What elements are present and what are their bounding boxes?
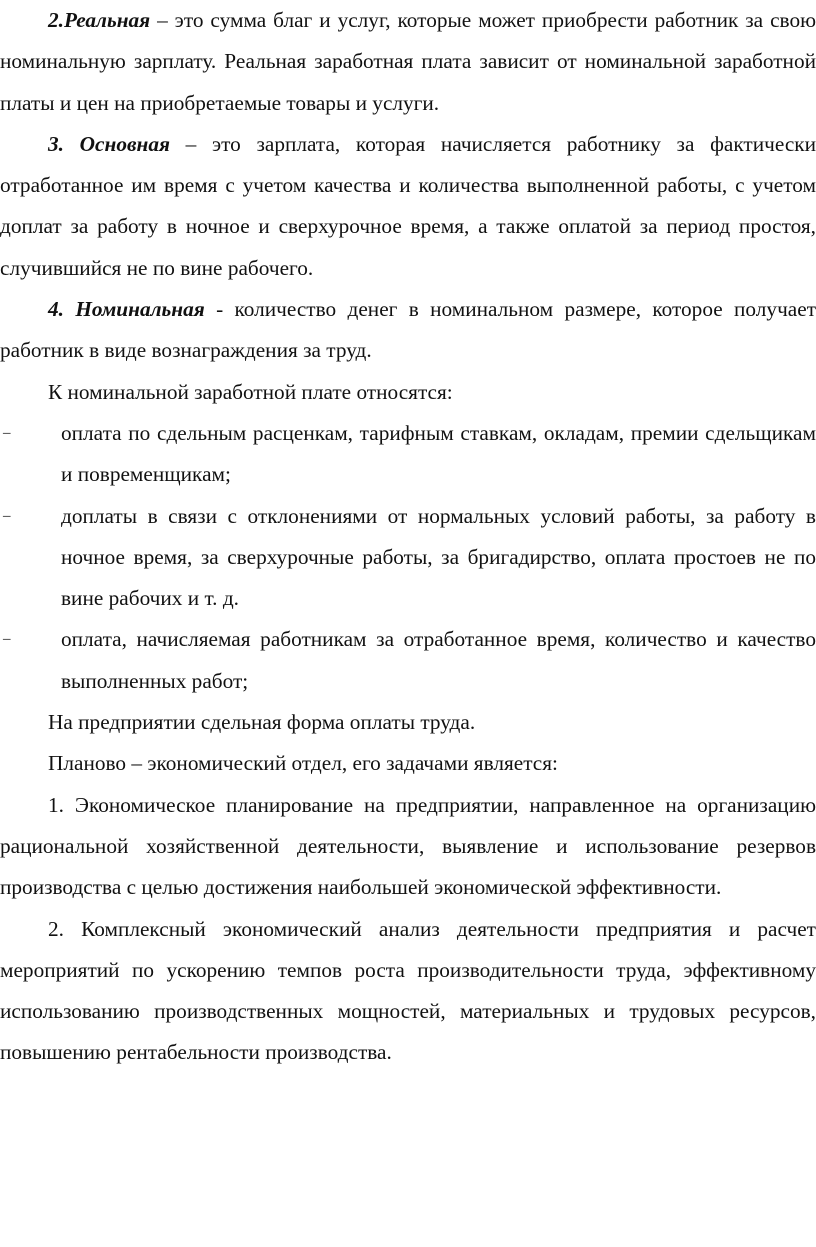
term-number: 4. — [48, 297, 76, 322]
term-real: Реальная — [63, 8, 151, 32]
term-basic: Основная — [79, 131, 170, 156]
paragraph-basic-wage — [0, 124, 816, 289]
term-number: 2. — [48, 8, 64, 32]
dash-marker: – — [3, 507, 11, 524]
term-number: 3. — [48, 131, 80, 156]
list-item-text: оплата по сдельным расценкам, тарифным ставкам, окладам, премии сдельщикам и повременщикам; — [61, 420, 816, 487]
definition-text: – это сумма благ и услуг, которые может приобрести работник за свою номинальную зарплату. Реальная заработная плата зависит от номинальной заработной платы и цен на приобретаемые товары и услуги. — [0, 8, 816, 115]
term-nominal: Номинальная — [75, 297, 205, 322]
department-intro: Планово – экономический отдел, его задачами является: — [48, 751, 558, 776]
list-item-text: доплаты в связи с отклонениями от нормальных условий работы, за работу в ночное время, за сверхурочные работы, за бригадирство, оплата простоев не по вине рабочих и т. д. — [61, 503, 816, 611]
nominal-wage-list — [0, 413, 816, 702]
list-item — [0, 413, 816, 496]
definition-text: - количество денег в номинальном размере, которое получает работник в виде вознаграждения за труд. — [0, 297, 816, 363]
task-item: 2. Комплексный экономический анализ деятельности предприятия и расчет мероприятий по ускорению темпов роста производительности труда, эффективному использованию производственных мощностей, материальных и трудовых ресурсов, повышению рентабельности производства. — [0, 916, 816, 1065]
paragraph-real-wage — [0, 0, 816, 124]
sentence-pay-form: На предприятии сдельная форма оплаты труда. — [48, 710, 476, 735]
paragraph-nominal-wage — [0, 289, 816, 372]
dash-marker: – — [3, 631, 11, 648]
definition-text: – это зарплата, которая начисляется работнику за фактически отработанное им время с учетом качества и количества выполненной работы, с учетом доплат за работу в ночное и сверхурочное время, а также оплатой за период простоя, случившийся не по вине рабочего. — [0, 131, 816, 280]
list-item-text: оплата, начисляемая работникам за отработанное время, количество и качество выполненных работ; — [61, 627, 816, 693]
dash-marker: – — [3, 424, 11, 441]
list-intro: К номинальной заработной плате относятся: — [48, 379, 453, 404]
list-item — [0, 496, 816, 620]
task-item: 1. Экономическое планирование на предприятии, направленное на организацию рациональной хозяйственной деятельности, выявление и использование резервов производства с целью достижения наибольшей экономической эффективности. — [0, 792, 816, 900]
list-item — [0, 619, 816, 702]
